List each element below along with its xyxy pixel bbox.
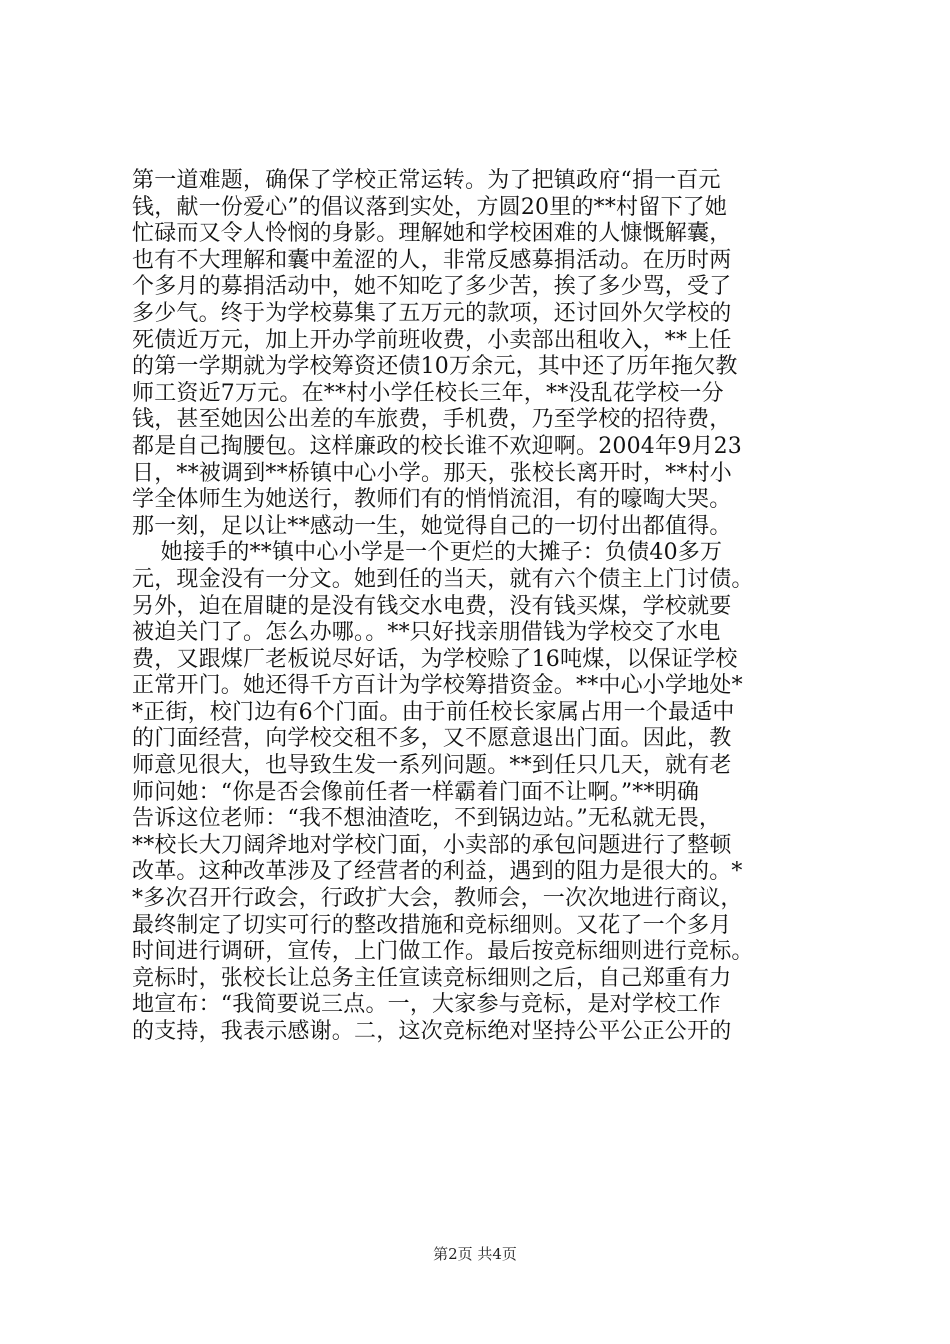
text-line: 钱，甚至她因公出差的车旅费，手机费，乃至学校的招待费， [132, 407, 732, 433]
text-line: 日，**被调到**桥镇中心小学。那天，张校长离开时，**村小 [132, 460, 733, 486]
text-line: 忙碌而又令人怜悯的身影。理解她和学校困难的人慷慨解囊， [132, 221, 732, 247]
text-line: 费，又跟煤厂老板说尽好话，为学校赊了16吨煤，以保证学校 [132, 646, 738, 672]
text-line: 钱，献一份爱心”的倡议落到实处，方圆20里的**村留下了她 [132, 194, 728, 220]
text-line: 多少气。终于为学校募集了五万元的款项，还讨回外欠学校的 [132, 300, 732, 326]
text-line: 师工资近7万元。在**村小学任校长三年，**没乱花学校一分 [132, 380, 724, 406]
text-line: *正街，校门边有6个门面。由于前任校长家属占用一个最适中 [132, 699, 735, 725]
text-line: 被迫关门了。怎么办哪。。**只好找亲朋借钱为学校交了水电 [132, 620, 721, 646]
text-line: 个多月的募捐活动中，她不知吃了多少苦，挨了多少骂，受了 [132, 274, 732, 300]
text-line: 的门面经营，向学校交租不多，又不愿意退出门面。因此，教 [132, 726, 732, 752]
text-line: *多次召开行政会，行政扩大会，教师会，一次次地进行商议， [132, 886, 743, 912]
text-line: 都是自己掏腰包。这样廉政的校长谁不欢迎啊。2004年9月23 [132, 433, 742, 459]
text-line: 改革。这种改革涉及了经营者的利益，遇到的阻力是很大的。* [132, 859, 743, 885]
text-line: 她接手的**镇中心小学是一个更烂的大摊子：负债40多万 [132, 540, 723, 566]
text-line: **校长大刀阔斧地对学校门面，小卖部的承包问题进行了整顿 [132, 832, 732, 858]
text-line: 死债近万元，加上开办学前班收费，小卖部出租收入，**上任 [132, 327, 732, 353]
text-line: 学全体师生为她送行，教师们有的悄悄流泪，有的嚎啕大哭。 [132, 487, 732, 513]
text-line: 元，现金没有一分文。她到任的当天，就有六个债主上门讨债。 [132, 566, 754, 592]
text-line: 师问她：“你是否会像前任者一样霸着门面不让啊。”**明确 [132, 779, 700, 805]
text-line: 最终制定了切实可行的整改措施和竞标细则。又花了一个多月 [132, 912, 732, 938]
text-line: 的支持，我表示感谢。二，这次竞标绝对坚持公平公正公开的 [132, 1019, 732, 1044]
text-line: 时间进行调研，宣传，上门做工作。最后按竞标细则进行竞标。 [132, 939, 754, 965]
text-line: 竞标时，张校长让总务主任宣读竞标细则之后，自己郑重有力 [132, 965, 732, 991]
text-line: 那一刻，足以让**感动一生，她觉得自己的一切付出都值得。 [132, 513, 732, 539]
page-footer: 第2页 共4页 [433, 1245, 517, 1263]
text-line: 正常开门。她还得千方百计为学校筹措资金。**中心小学地处* [132, 673, 743, 699]
text-line: 告诉这位老师：“我不想油渣吃，不到锅边站。”无私就无畏， [132, 806, 722, 832]
text-line: 师意见很大，也导致生发一系列问题。**到任只几天，就有老 [132, 753, 732, 779]
text-line: 也有不大理解和囊中羞涩的人，非常反感募捐活动。在历时两 [132, 247, 732, 273]
body-text [132, 168, 822, 1046]
text-line: 第一道难题，确保了学校正常运转。为了把镇政府“捐一百元 [132, 168, 721, 193]
text-line: 另外，迫在眉睫的是没有钱交水电费，没有钱买煤，学校就要 [132, 593, 732, 619]
text-line: 的第一学期就为学校筹资还债10万余元，其中还了历年拖欠教 [132, 354, 738, 380]
text-line: 地宣布：“我简要说三点。一，大家参与竞标，是对学校工作 [132, 992, 721, 1018]
